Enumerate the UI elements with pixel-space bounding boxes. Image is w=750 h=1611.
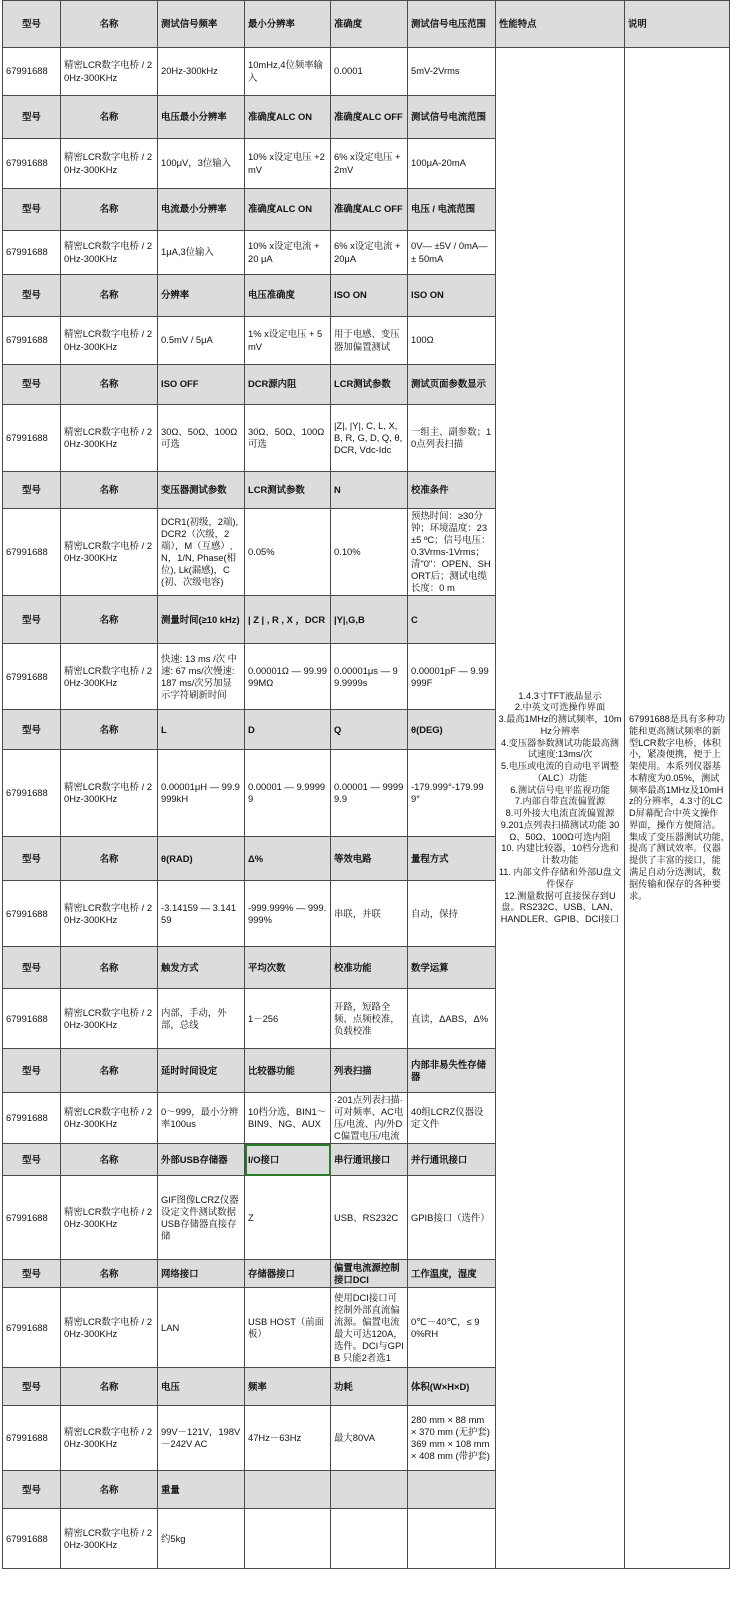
header-cell: 分辨率 xyxy=(158,275,245,317)
spec-value-cell: 20Hz-300kHz xyxy=(158,48,245,96)
spec-value-cell: 约5kg xyxy=(158,1509,245,1569)
spec-value-cell: 100Ω xyxy=(408,317,496,365)
header-cell: 型号 xyxy=(3,275,61,317)
product-name-cell: 精密LCR数字电桥 / 20Hz-300KHz xyxy=(61,1288,158,1368)
header-cell-accuracy: 准确度 xyxy=(331,1,408,48)
product-name-cell: 精密LCR数字电桥 / 20Hz-300KHz xyxy=(61,139,158,189)
spec-value-cell: 100μA-20mA xyxy=(408,139,496,189)
header-cell: 型号 xyxy=(3,189,61,231)
header-cell: 内部非易失性存储器 xyxy=(408,1049,496,1093)
spec-value-cell: 30Ω、50Ω、100Ω 可选 xyxy=(245,405,331,472)
header-cell: θ(RAD) xyxy=(158,837,245,881)
product-name-cell: 精密LCR数字电桥 / 20Hz-300KHz xyxy=(61,989,158,1049)
header-cell: LCR测试参数 xyxy=(245,472,331,509)
header-cell: 型号 xyxy=(3,1471,61,1509)
spec-value-cell: 使用DCI接口可控制外部直流偏流源。偏置电流最大可达120A，选件。DCI与GPIB 只能2者选1 xyxy=(331,1288,408,1368)
feature-item: 3.最高1MHz的测试频率，10mHz分辨率 xyxy=(498,714,622,736)
header-cell: 测量时间(≥10 kHz) xyxy=(158,596,245,644)
spec-value-cell: 最大80VA xyxy=(331,1406,408,1471)
model-cell: 67991688 xyxy=(3,644,61,710)
spec-value-cell: 5mV-2Vrms xyxy=(408,48,496,96)
spec-value-cell: 6% x设定电流 + 20μA xyxy=(331,231,408,275)
model-cell: 67991688 xyxy=(3,509,61,596)
spec-value-cell: 0.00001 — 9.99999 xyxy=(245,750,331,837)
spec-value-cell: 1－256 xyxy=(245,989,331,1049)
spec-value-cell: 0.05% xyxy=(245,509,331,596)
product-name-cell: 精密LCR数字电桥 / 20Hz-300KHz xyxy=(61,1093,158,1144)
header-row xyxy=(3,1,730,48)
product-name-cell: 精密LCR数字电桥 / 20Hz-300KHz xyxy=(61,1406,158,1471)
spec-value-cell: 10% x设定电流 + 20 μA xyxy=(245,231,331,275)
header-cell: |Y|,G,B xyxy=(331,596,408,644)
header-cell: | Z | , R , X ，DCR xyxy=(245,596,331,644)
header-cell: 外部USB存储器 xyxy=(158,1144,245,1176)
spec-value-cell xyxy=(331,1509,408,1569)
header-cell-name: 名称 xyxy=(61,1,158,48)
header-cell: 名称 xyxy=(61,96,158,139)
spec-value-cell: ·201点列表扫描·可对频率、AC电压/电流、内/外DC偏置电压/电流 xyxy=(331,1093,408,1144)
model-cell: 67991688 xyxy=(3,1509,61,1569)
header-cell: 型号 xyxy=(3,710,61,750)
header-cell: 比较器功能 xyxy=(245,1049,331,1093)
spec-value-cell: DCR1(初级，2端), DCR2（次级，2端），M（互感）, N，1/N, Phase(相位), Lk(漏感)，C(初、次级电容) xyxy=(158,509,245,596)
feature-item: 10. 内建比较器，10档分选和计数功能 xyxy=(501,843,619,866)
header-cell xyxy=(245,1471,331,1509)
model-cell: 67991688 xyxy=(3,1288,61,1368)
header-cell xyxy=(408,1471,496,1509)
header-cell: 电压准确度 xyxy=(245,275,331,317)
feature-item: 12.测量数据可直接保存到U盘。RS232C、USB、LAN、HANDLER、GPIB、DCI接口 xyxy=(500,890,620,925)
spec-value-cell: 10% x设定电压 +2mV xyxy=(245,139,331,189)
header-cell: 并行通讯接口 xyxy=(408,1144,496,1176)
header-cell: 电压 / 电流范围 xyxy=(408,189,496,231)
header-cell: C xyxy=(408,596,496,644)
table-row xyxy=(3,48,730,96)
header-cell: 列表扫描 xyxy=(331,1049,408,1093)
product-name-cell: 精密LCR数字电桥 / 20Hz-300KHz xyxy=(61,405,158,472)
header-cell: 型号 xyxy=(3,1260,61,1288)
header-cell: Q xyxy=(331,710,408,750)
spec-value-cell: 0～999，最小分辨率100us xyxy=(158,1093,245,1144)
spec-value-cell xyxy=(245,1509,331,1569)
feature-item: 5.电压或电流的自动电平调整（ALC）功能 xyxy=(501,761,619,783)
header-cell-min-resolution: 最小分辨率 xyxy=(245,1,331,48)
header-cell: LCR测试参数 xyxy=(331,365,408,405)
spec-value-cell: 用于电感、变压器加偏置测试 xyxy=(331,317,408,365)
header-cell: 名称 xyxy=(61,365,158,405)
spec-value-cell: 40组LCRZ仪器设定文件 xyxy=(408,1093,496,1144)
header-cell: 名称 xyxy=(61,710,158,750)
header-cell: 电流最小分辨率 xyxy=(158,189,245,231)
header-cell-model: 型号 xyxy=(3,1,61,48)
header-cell: 名称 xyxy=(61,837,158,881)
header-cell: 型号 xyxy=(3,96,61,139)
spec-value-cell: 一组主、副参数；10点列表扫描 xyxy=(408,405,496,472)
spec-value-cell: 串联，并联 xyxy=(331,881,408,947)
model-cell: 67991688 xyxy=(3,989,61,1049)
product-name-cell: 精密LCR数字电桥 / 20Hz-300KHz xyxy=(61,1176,158,1260)
spec-value-cell: USB HOST（前面板） xyxy=(245,1288,331,1368)
header-cell: 量程方式 xyxy=(408,837,496,881)
header-cell: 准确度ALC ON xyxy=(245,189,331,231)
header-cell: Δ% xyxy=(245,837,331,881)
spec-value-cell: 预热时间：≥30分钟；环境温度：23±5 ºC；信号电压：0.3Vrms-1Vrms；清"0"：OPEN、SHORT后；测试电缆长度：0 m xyxy=(408,509,496,596)
product-name-cell: 精密LCR数字电桥 / 20Hz-300KHz xyxy=(61,1509,158,1569)
header-cell: 电压最小分辨率 xyxy=(158,96,245,139)
header-cell: 测试页面参数显示 xyxy=(408,365,496,405)
spec-value-cell: 10档分选，BIN1～BIN9、NG、AUX xyxy=(245,1093,331,1144)
spec-table xyxy=(2,0,730,1569)
spec-value-cell: 0.10% xyxy=(331,509,408,596)
header-cell: θ(DEG) xyxy=(408,710,496,750)
header-cell: ISO ON xyxy=(331,275,408,317)
header-cell: 平均次数 xyxy=(245,947,331,989)
spec-value-cell: |Z|, |Y|, C, L, X, B, R, G, D, Q, θ, DCR, Vdc-Idc xyxy=(331,405,408,472)
spec-value-cell: 0.00001Ω — 99.9999MΩ xyxy=(245,644,331,710)
spec-value-cell: 直读，ΔABS，Δ% xyxy=(408,989,496,1049)
model-cell: 67991688 xyxy=(3,231,61,275)
feature-item: 8.可外接大电流直流偏置源 xyxy=(505,808,615,819)
spec-value-cell: -179.999°-179.999° xyxy=(408,750,496,837)
header-cell xyxy=(331,1471,408,1509)
spec-value-cell: Z xyxy=(245,1176,331,1260)
header-cell: 校准条件 xyxy=(408,472,496,509)
model-cell: 67991688 xyxy=(3,48,61,96)
header-cell: 名称 xyxy=(61,1260,158,1288)
spec-value-cell: 0℃－40℃，≤ 90%RH xyxy=(408,1288,496,1368)
feature-item: 7.内部自带直流偏置源 xyxy=(514,796,606,807)
model-cell: 67991688 xyxy=(3,317,61,365)
header-cell: 名称 xyxy=(61,1368,158,1406)
model-cell: 67991688 xyxy=(3,405,61,472)
header-cell: 型号 xyxy=(3,365,61,405)
header-cell-features: 性能特点 xyxy=(496,1,625,48)
model-cell: 67991688 xyxy=(3,1406,61,1471)
header-cell: 名称 xyxy=(61,1144,158,1176)
header-cell: 准确度ALC OFF xyxy=(331,96,408,139)
header-cell: 名称 xyxy=(61,947,158,989)
spec-value-cell: 0.00001μs — 99.9999s xyxy=(331,644,408,710)
features-cell xyxy=(496,48,625,1569)
header-cell: 名称 xyxy=(61,1471,158,1509)
header-cell: 重量 xyxy=(158,1471,245,1509)
spec-value-cell: -999.999% — 999.999% xyxy=(245,881,331,947)
spec-value-cell: 0.00001μH — 99.9999kH xyxy=(158,750,245,837)
spec-value-cell: 0.00001pF — 9.99999F xyxy=(408,644,496,710)
spec-value-cell: 30Ω、50Ω、100Ω可选 xyxy=(158,405,245,472)
spec-value-cell: USB、RS232C xyxy=(331,1176,408,1260)
model-cell: 67991688 xyxy=(3,139,61,189)
model-cell: 67991688 xyxy=(3,1093,61,1144)
header-cell: 电压 xyxy=(158,1368,245,1406)
header-cell: L xyxy=(158,710,245,750)
spec-value-cell: 6% x设定电压 +2mV xyxy=(331,139,408,189)
product-name-cell: 精密LCR数字电桥 / 20Hz-300KHz xyxy=(61,509,158,596)
description-cell: 67991688是具有多种功能和更高测试频率的新型LCR数字电桥，体积小，紧凑便携，便于上架使用。本系列仪器基本精度为0.05%，测试频率最高1MHz及10mHz的分辨率，4.3寸的LCD屏幕配合中英文操作界面，操作方便简洁。集成了变压器测试功能,提高了测试效率。仪器提供了丰富的接口，能满足自动分选测试，数据传输和保存的各种要求。 xyxy=(625,48,730,1569)
feature-item: 11. 内部文件存储和外部U盘文件保存 xyxy=(498,867,622,889)
product-name-cell: 精密LCR数字电桥 / 20Hz-300KHz xyxy=(61,231,158,275)
header-cell: 工作温度，湿度 xyxy=(408,1260,496,1288)
spec-value-cell: 47Hz－63Hz xyxy=(245,1406,331,1471)
feature-item: 6.测试信号电平监视功能 xyxy=(510,784,610,795)
feature-item: 2.中英文可选操作界面 xyxy=(514,702,606,713)
header-cell: DCR源内阻 xyxy=(245,365,331,405)
header-cell: 名称 xyxy=(61,275,158,317)
spec-value-cell: 99V－121V，198V－242V AC xyxy=(158,1406,245,1471)
header-cell: D xyxy=(245,710,331,750)
header-cell: 网络接口 xyxy=(158,1260,245,1288)
product-name-cell: 精密LCR数字电桥 / 20Hz-300KHz xyxy=(61,644,158,710)
spec-value-cell: 0.5mV / 5μA xyxy=(158,317,245,365)
header-cell-frequency: 测试信号频率 xyxy=(158,1,245,48)
feature-item: 4.变压器参数测试功能最高测试速度:13ms/次 xyxy=(501,737,619,760)
spec-value-cell: 内部，手动，外部，总线 xyxy=(158,989,245,1049)
header-cell-description: 说明 xyxy=(625,1,730,48)
product-name-cell: 精密LCR数字电桥 / 20Hz-300KHz xyxy=(61,750,158,837)
header-cell: 测试信号电流范围 xyxy=(408,96,496,139)
header-cell: 频率 xyxy=(245,1368,331,1406)
spec-value-cell: 100μV，3位输入 xyxy=(158,139,245,189)
header-cell: 准确度ALC ON xyxy=(245,96,331,139)
spec-value-cell: 0.0001 xyxy=(331,48,408,96)
header-cell: 体积(W×H×D) xyxy=(408,1368,496,1406)
header-cell: 准确度ALC OFF xyxy=(331,189,408,231)
header-cell: 名称 xyxy=(61,472,158,509)
header-cell: ISO ON xyxy=(408,275,496,317)
spec-value-cell: 自动，保持 xyxy=(408,881,496,947)
spec-value-cell: 1% x设定电压 + 5mV xyxy=(245,317,331,365)
header-cell: ISO OFF xyxy=(158,365,245,405)
spec-value-cell: LAN xyxy=(158,1288,245,1368)
feature-item: 1.4.3寸TFT液晶显示 xyxy=(518,690,602,701)
header-cell: 等效电路 xyxy=(331,837,408,881)
feature-item: 9.201点列表扫描测试功能 30Ω、50Ω、100Ω可选内阻 xyxy=(500,819,620,842)
spec-value-cell: 快速: 13 ms /次 中速: 67 ms/次慢速: 187 ms/次另加显示字符刷新时间 xyxy=(158,644,245,710)
header-cell: 延时时间设定 xyxy=(158,1049,245,1093)
header-cell: 偏置电流源控制接口DCI xyxy=(331,1260,408,1288)
product-name-cell: 精密LCR数字电桥 / 20Hz-300KHz xyxy=(61,48,158,96)
header-cell: 名称 xyxy=(61,189,158,231)
header-cell: 型号 xyxy=(3,1049,61,1093)
spec-value-cell: GPIB接口（选件） xyxy=(408,1176,496,1260)
header-cell: 名称 xyxy=(61,1049,158,1093)
header-cell: 变压器测试参数 xyxy=(158,472,245,509)
header-cell: 型号 xyxy=(3,837,61,881)
header-cell-voltage-range: 测试信号电压范围 xyxy=(408,1,496,48)
header-cell: 数学运算 xyxy=(408,947,496,989)
spec-value-cell: 开路，短路全频、点频校准，负载校准 xyxy=(331,989,408,1049)
model-cell: 67991688 xyxy=(3,881,61,947)
header-cell: 名称 xyxy=(61,596,158,644)
product-name-cell: 精密LCR数字电桥 / 20Hz-300KHz xyxy=(61,317,158,365)
spec-value-cell: -3.14159 — 3.14159 xyxy=(158,881,245,947)
spec-value-cell: 0V— ±5V / 0mA—± 50mA xyxy=(408,231,496,275)
header-cell: 型号 xyxy=(3,1368,61,1406)
model-cell: 67991688 xyxy=(3,750,61,837)
header-cell: N xyxy=(331,472,408,509)
spec-value-cell: 0.00001 — 99999.9 xyxy=(331,750,408,837)
spec-value-cell: 1μA,3位输入 xyxy=(158,231,245,275)
spec-value-cell: 10mHz,4位频率输入 xyxy=(245,48,331,96)
header-cell: 功耗 xyxy=(331,1368,408,1406)
model-cell: 67991688 xyxy=(3,1176,61,1260)
header-cell: 型号 xyxy=(3,472,61,509)
header-cell: 串行通讯接口 xyxy=(331,1144,408,1176)
header-cell: 校准功能 xyxy=(331,947,408,989)
product-name-cell: 精密LCR数字电桥 / 20Hz-300KHz xyxy=(61,881,158,947)
spec-value-cell xyxy=(408,1509,496,1569)
spec-value-cell: 280 mm × 88 mm × 370 mm (无护套) 369 mm × 108 mm × 408 mm (带护套) xyxy=(408,1406,496,1471)
spec-value-cell: GIF图像LCRZ仪器设定文件测试数据USB存储器直接存储 xyxy=(158,1176,245,1260)
header-cell: 触发方式 xyxy=(158,947,245,989)
header-cell: 型号 xyxy=(3,1144,61,1176)
header-cell: 型号 xyxy=(3,947,61,989)
header-cell: 型号 xyxy=(3,596,61,644)
header-cell: I/O接口 xyxy=(245,1144,331,1176)
header-cell: 存储器接口 xyxy=(245,1260,331,1288)
